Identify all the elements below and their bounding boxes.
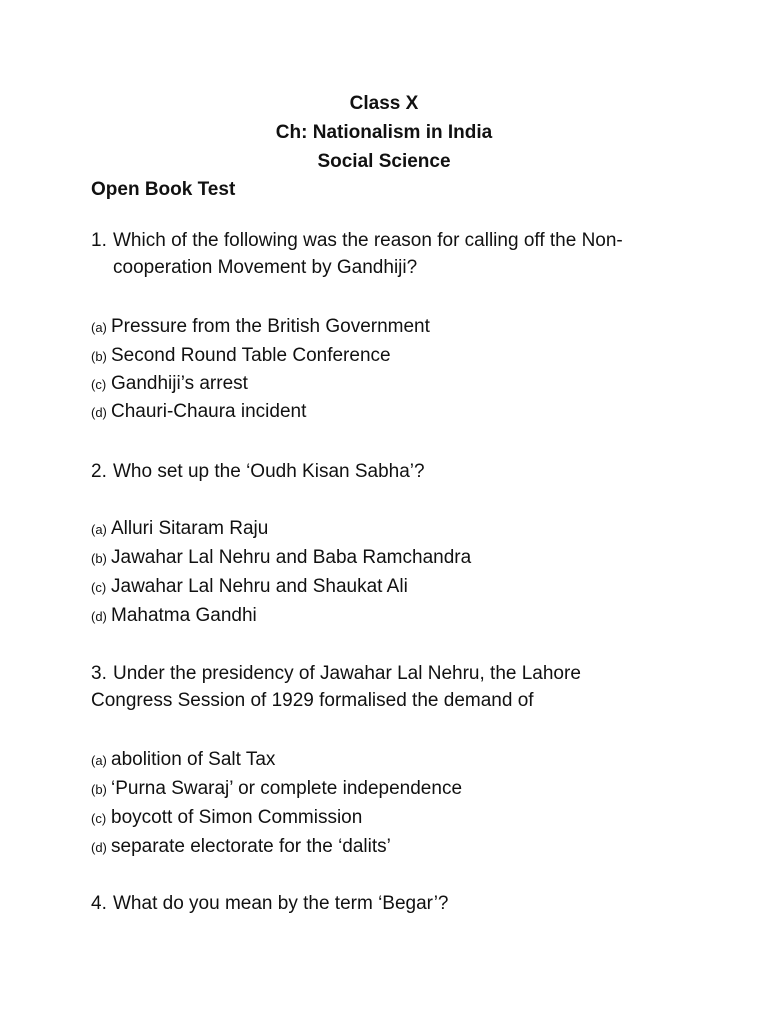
option-b (91, 342, 391, 370)
option-letter: (d) (91, 405, 107, 420)
chapter-title: Ch: Nationalism in India (275, 122, 493, 143)
option-b (91, 544, 471, 572)
option-text: Alluri Sitaram Raju (111, 518, 269, 539)
question-number: 3. (91, 663, 107, 684)
option-letter: (d) (91, 609, 107, 624)
option-letter: (c) (91, 377, 107, 392)
option-text: Jawahar Lal Nehru and Shaukat Ali (111, 576, 408, 597)
option-text: separate electorate for the ‘dalits’ (111, 836, 391, 857)
option-text: Second Round Table Conference (111, 345, 391, 366)
question-text-line1: Under the presidency of Jawahar Lal Nehru, the Lahore (113, 663, 581, 684)
question-text-line1: Which of the following was the reason for calling off the Non- (113, 230, 623, 251)
test-label: Open Book Test (91, 179, 236, 200)
question-text-line1: Who set up the ‘Oudh Kisan Sabha’? (113, 461, 425, 482)
option-text: boycott of Simon Commission (111, 807, 363, 828)
option-b (91, 775, 462, 803)
question-number: 2. (91, 461, 107, 482)
option-letter: (a) (91, 753, 107, 768)
class-title: Class X (349, 93, 419, 114)
option-letter: (a) (91, 522, 107, 537)
option-letter: (b) (91, 782, 107, 797)
option-c (91, 370, 248, 398)
question-text-line2: Congress Session of 1929 formalised the demand of (91, 690, 534, 711)
option-letter: (a) (91, 320, 107, 335)
question-number: 1. (91, 230, 107, 251)
option-letter: (b) (91, 551, 107, 566)
option-letter: (d) (91, 840, 107, 855)
option-letter: (c) (91, 580, 107, 595)
option-text: Jawahar Lal Nehru and Baba Ramchandra (111, 547, 472, 568)
subject-title: Social Science (317, 151, 451, 172)
question-number: 4. (91, 893, 107, 914)
option-text: ‘Purna Swaraj’ or complete independence (111, 778, 463, 799)
option-a (91, 746, 275, 774)
option-c (91, 804, 362, 832)
option-d (91, 398, 306, 426)
option-letter: (c) (91, 811, 107, 826)
option-text: Chauri-Chaura incident (111, 401, 307, 422)
option-d (91, 602, 257, 630)
option-a (91, 313, 430, 341)
option-text: abolition of Salt Tax (111, 749, 276, 770)
question-text-line2: cooperation Movement by Gandhiji? (113, 257, 418, 278)
option-a (91, 515, 268, 543)
option-d (91, 833, 391, 861)
option-c (91, 573, 408, 601)
option-text: Pressure from the British Government (111, 316, 430, 337)
option-text: Gandhiji’s arrest (111, 373, 248, 394)
question-text-line1: What do you mean by the term ‘Begar’? (113, 893, 449, 914)
option-letter: (b) (91, 349, 107, 364)
option-text: Mahatma Gandhi (111, 605, 257, 626)
